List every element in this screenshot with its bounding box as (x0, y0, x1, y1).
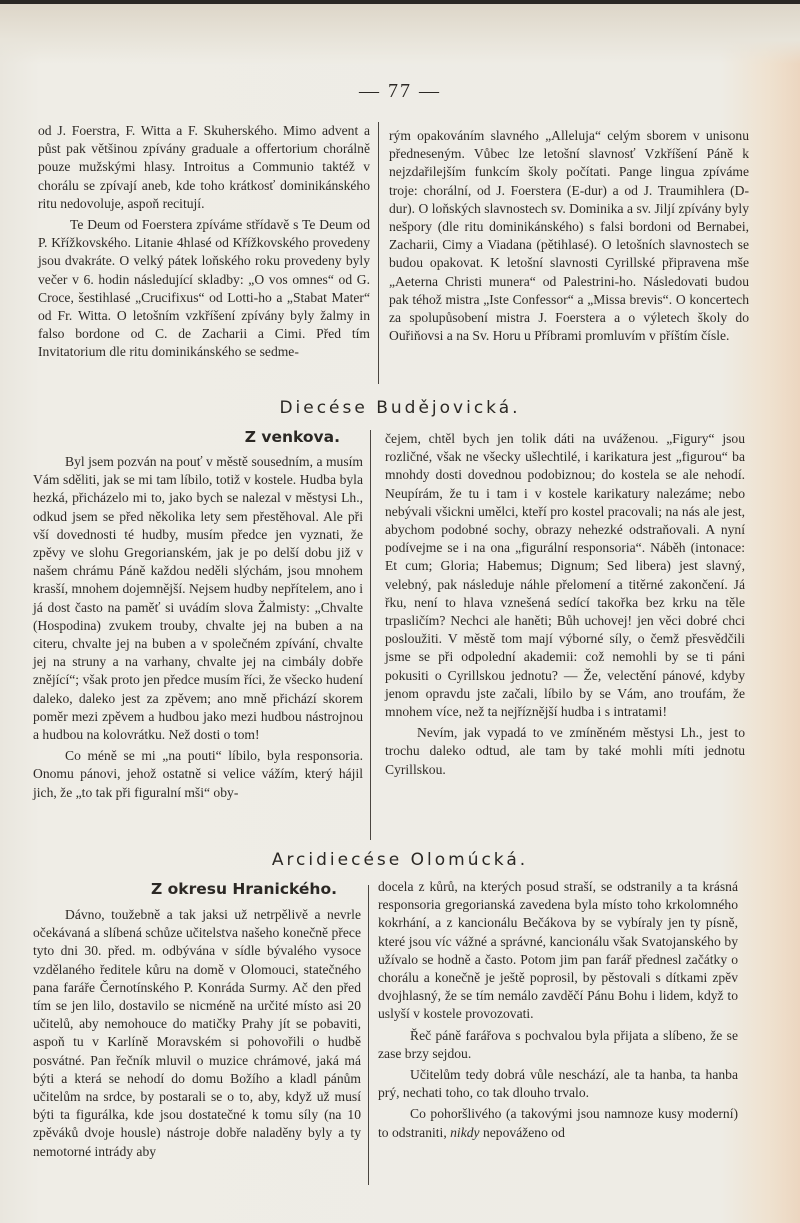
paragraph: čejem, chtěl bych jen tolik dáti na uváženou. „Figury“ jsou rozličné, však ne všecky ušlechtilé, i karikatura jest „figurou“ ba mnohdy dosti dovednou podobiznou; do kostela se ale nehodí. Neupírám, že tu i tam i v kostele karikatury nalezáme; nebo nebývali všickni umělci, kteří pro kostel pracovali; na nás ale jest, abychom podobné sochy, obrazy nehezké odstraňovali. A nyní podívejme se i na ona „figurální responsoria“. Náběh (intonace: Et cum; Gloria; Habemus; Dignum; Sed libera) jest slavný, velebný, pak následuje náhle přelomení a titěrné zakončení. Já řku, není to hlava vznešená sedící takořka bez krku na těle trpasličím? Nechci ale haněti; Bůh uchovej! jen věci dobré chci posloužiti. V městě tom mají výborné síly, o čemž přesvědčili jsme se při odpolední akademii: což nemohli by se ti páni pokusiti o Cyrillskou jednotu? — Že, velectění pánové, kdyby jenom opravdu jste začali, líbilo by se Vám, ano troufám, že mnohem více, než ta nejříznější hudba i s intratami! (385, 431, 745, 720)
top-right-column (389, 127, 749, 345)
section-heading-budejovice: Diecése Budějovická. (279, 398, 521, 418)
text-run: Co pohoršlivého (a takovými jsou namnoze kusy moderní) to odstraniti, (378, 1106, 738, 1140)
subheading-z-venkova (38, 428, 370, 446)
paragraph: od J. Foerstra, F. Witta a F. Skuherského. Mimo advent a půst pak většinou zpívány graduale a offertorium chorálně pouze mužskými hlasy. Introitus a Communio taktéž v chorálu se zpívají aneb, kde toho krátkosť dominikánského ritu nedovoluje, aspoň recitují. (38, 123, 370, 211)
paragraph: Učitelům tedy dobrá vůle neschází, ale ta hanba, ta hanba prý, nechati toho, co tak dlouho trvalo. (378, 1067, 738, 1101)
text-run: nepováženo od (479, 1124, 565, 1140)
budejovice-left-column (33, 453, 363, 802)
subheading-z-okresu-hranickeho (38, 880, 370, 898)
olomouc-left-column (33, 906, 361, 1161)
budejovice-right-column (385, 430, 745, 779)
page-number: — 77 — (359, 80, 441, 102)
paragraph: Řeč páně farářova s pochvalou byla přijata a slíbeno, že se zase brzy sejdou. (378, 1027, 738, 1061)
column-divider (370, 430, 371, 840)
paragraph (378, 1105, 738, 1141)
olomouc-right-column (378, 878, 738, 1142)
column-divider (368, 885, 369, 1185)
subheading-text: Z venkova. (244, 428, 340, 446)
paragraph: Te Deum od Foerstera zpíváme střídavě s Te Deum od P. Křížkovského. Litanie 4hlasé od Křížkovského provedeny jsou dvakráte. O velký pátek loňského roku provedeny byly večer v 6. hodin následující skladby: „O vos omnes“ od G. Croce, šestihlasé „Crucifixus“ od Lotti-ho a „Stabat Mater“ od Fr. Witta. O letošním vzkříšení zpívány byly žalmy in falso bordone od C. de Zacharii a Cimi. Před tím Invitatorium dle ritu dominikánského se sedme- (38, 217, 370, 360)
column-divider (378, 122, 379, 384)
paragraph: Nevím, jak vypadá to ve zmíněném městysi Lh., jest to trochu daleko odtud, ale tam by také mohli míti jednotu Cyrillskou. (385, 725, 745, 777)
top-left-column (38, 122, 370, 362)
subheading-text: Z okresu Hranického. (151, 880, 337, 898)
paragraph: Co méně se mi „na pouti“ líbilo, byla responsoria. Onomu pánovi, jehož ostatně si velice vážím, který hájil jich, že „to tak při figuralní mši“ oby- (33, 748, 363, 800)
paragraph: docela z kůrů, na kterých posud straší, se odstranily a ta krásná responsoria gregorianská zavedena byla místo toho krkolomného kokrhání, a z kancionálu Bečákova by se vybíraly jen ty písně, které jsou víc vážné a správné, kancionálu však Svatojanského by užívalo se hodně a často. Potom jim pan farář přednesl začátky o chorálu a konečně je ještě poprosil, by pěstovali s dítkami zpěv dvojhlasný, že se tím nemálo zavděčí Pánu Bohu i lidem, když to uslyší v kostele provozovati. (378, 879, 738, 1022)
section-heading-olomouc: Arcidiecése Olomúcká. (271, 850, 529, 870)
emphasized-word: nikdy (450, 1124, 480, 1140)
paragraph: rým opakováním slavného „Alleluja“ celým sborem v unisonu předneseným. Vůbec lze letošní slavnosť Vzkříšení Páně k nejzdařilejším funkcím školy počítati. Pange lingua zpíváme troje: chorální, od J. Foerstera (E-dur) a od J. Traumihlera (D-dur). O loňských slavnostech sv. Dominika a sv. Jiljí zpívány byly nešpory (dle ritu dominikánského) s falsi bordoni od Bernabei, Zacharii, Cimy a Viadana (pětihlasé). O letošních slavnostech se budou opakovat. K letošní slavnosti Cyrillské připravena mše „Aeterna Christi munera“ od Palestrini-ho. Následovati budou pak téhož mistra „Iste Confessor“ a „Missa brevis“. O koncertech za spolupůsobení mistra J. Foerstera a o výletech školy do Ouřiňovsi a na Sv. Horu u Příbrami promluvím v příštím čísle. (389, 128, 749, 344)
paragraph: Byl jsem pozván na pouť v městě sousedním, a musím Vám sděliti, jak se mi tam líbilo, totiž v kostele. Hudba byla hezká, přicházelo mi to, jako bych se nalezal v městysi Lh., odkud jsem se před několika lety sem přestěhoval. Ale při vší dovednosti té hudby, musím předce jen vyznati, že zpěvy ve slohu Gregorianském, jak je po delší dobu již v našem chrámu Páně každou neděli slýchám, jsou mnohem krasší, mnohem dojemnější. Nejsem hudby nepřítelem, ano i já dost často na paměť si uvádím slova Žalmisty: „Chvalte (Hospodina) zvukem trouby, chvalte jej na buben a na citeru, chvalte jej na buben a v společném zpívání, chvalte jej na struny a na varhany, chvalte jej na cimbály dobře znějící“; však proto jen předce musím říci, že všecko hudení daleko, daleko jest za zpěvem; ano mně přichází skorem poměr mezi zpěvem a hudbou jako mezi hudbou nástrojnou a hudbou na kolovrátku. Než dosti o tom! (33, 454, 363, 743)
paragraph: Dávno, toužebně a tak jaksi už netrpělivě a nevrle očekávaná a slíbená schůze učitelstva našeho konečně přece tyto dni 30. před. m. odbývána v sídle bývalého vysoce vzdělaného ředitele kůru na domě v Olomouci, statečného pana faráře Černotínského P. Konráda Surmy. Ač den před tím se jen lilo, dostavilo se nicméně na určité místo asi 20 učitelů, aby nemohouce do matičky Prahy jít se pobaviti, aspoň tu v Karlíně Moravském si pohovořili o hudbě posvátné. Pan řečník mluvil o muzice chrámové, jaká má býti a která se nehodí do domu Božího a kladl pánům učitelům na srdce, by postarali se o to, aby, když už musí býti ta figurálka, kde jsou dostatečné k tomu síly (na 10 zpěváků dvoje housle) nástroje dobře naladěny byly a ty nemotorné intrády aby (33, 907, 361, 1159)
scan-shadow (0, 4, 800, 64)
